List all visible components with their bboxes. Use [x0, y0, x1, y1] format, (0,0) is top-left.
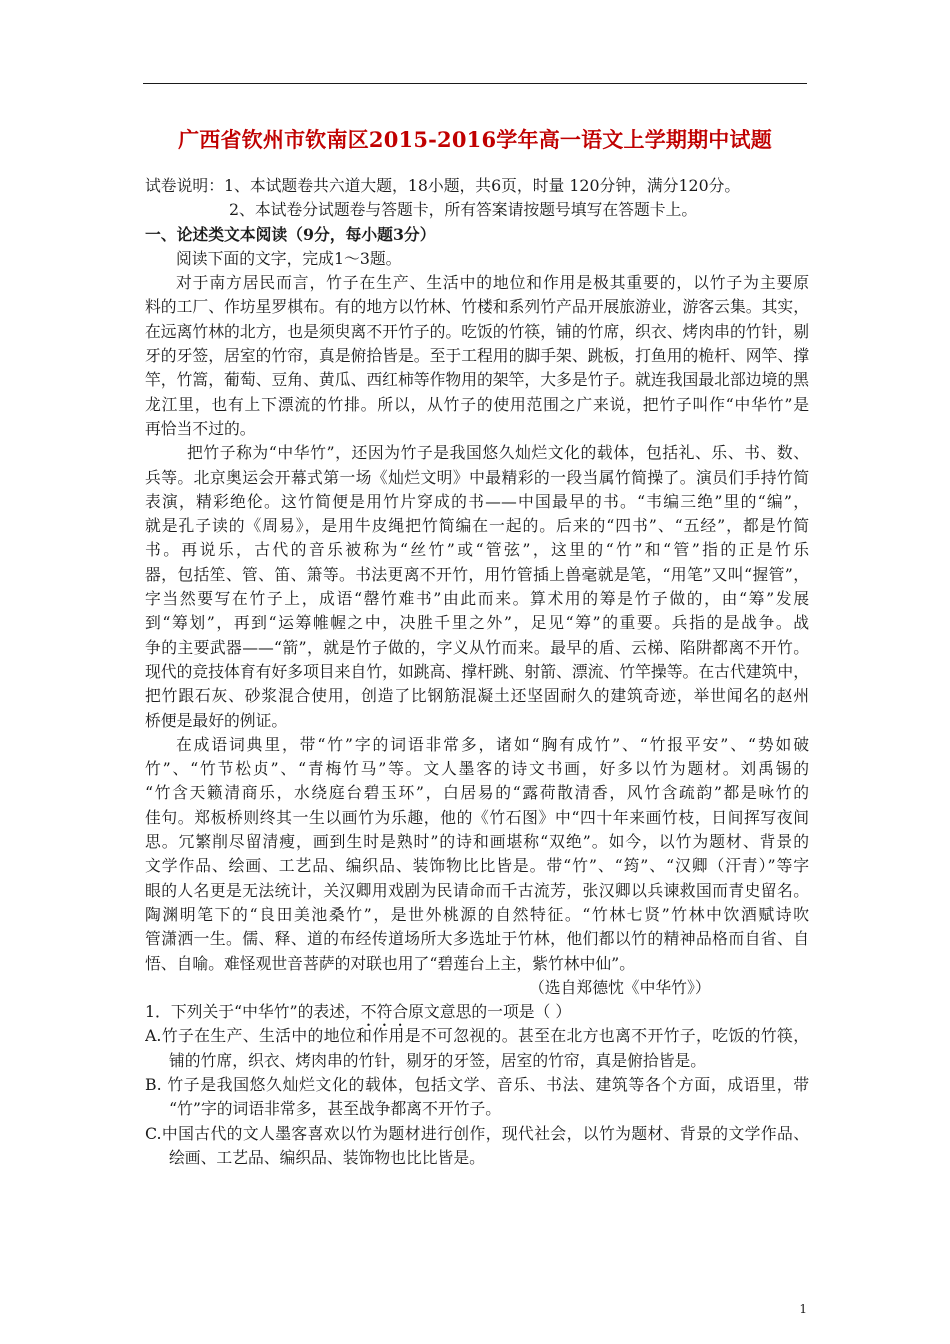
instructions-line-1: 试卷说明：1、本试题卷共六道大题，18小题，共6页，时量 120分钟，满分120分。 [145, 176, 741, 195]
paragraph-line: 字当然要写在竹子上，成语“罄竹难书”由此而来。算术用的筹是竹子做的，由“筹”发展 [145, 589, 809, 609]
paragraph-line: 把竹子称为“中华竹”，还因为竹子是我国悠久灿烂文化的载体，包括礼、乐、书、数、 [187, 443, 809, 463]
section-heading: 一、论述类文本阅读（9分，每小题3分） [145, 224, 436, 244]
document-body [145, 174, 809, 1170]
paragraph-line: 就是孔子读的《周易》，是用牛皮绳把竹简编在一起的。后来的“四书”、“五经”，都是竹简 [145, 516, 809, 536]
paragraph-line: 佳句。郑板桥则终其一生以画竹为乐趣，他的《竹石图》中“四十年来画竹枝，日间挥写夜间 [145, 807, 809, 827]
document-title: 广西省钦州市钦南区2015-2016学年高一语文上学期期中试题 [178, 127, 772, 152]
paragraph-line: 龙江里，也有上下漂流的竹排。所以，从竹子的使用范围之广来说，把竹子叫作“中华竹”是 [145, 394, 809, 414]
page-number: 1 [799, 1302, 807, 1316]
paragraph-line: 把竹跟石灰、砂浆混合使用，创造了比钢筋混凝土还坚固耐久的建筑奇迹，举世闻名的赵州 [145, 686, 809, 706]
option-a: A.竹子在生产、生活中的地位和作用是不可忽视的。甚至在北方也离不开竹子，吃饭的竹筷， [145, 1026, 809, 1046]
question-stem-before: 1．下列关于“中华竹”的表述， [145, 1002, 361, 1022]
question-stem-emphasis: 不符合 [360, 1002, 409, 1022]
paragraph-line: 到“筹划”，再到“运筹帷幄之中，决胜千里之外”，足见“筹”的重要。兵指的是战争。战 [145, 613, 809, 633]
paragraph-line: 兵等。北京奥运会开幕式第一场《灿烂文明》中最精彩的一段当属竹简操了。演员们手持竹简 [145, 467, 809, 487]
paragraph-line: 现代的竞技体育有好多项目来自竹，如跳高、撑杆跳、射箭、漂流、竹竿操等。在古代建筑中， [145, 661, 809, 681]
paragraph-line: 文学作品、绘画、工艺品、编织品、装饰物比比皆是。带“竹”、“筠”、“汉卿（汗青）”等字 [145, 856, 809, 876]
paragraph-line: 表演，精彩绝伦。这竹简便是用竹片穿成的书——中国最早的书。“韦编三绝”里的“编”， [145, 491, 809, 511]
paragraph-line: “竹含天籁清商乐，水绕庭台碧玉环”，白居易的“露荷散清香，风竹含疏韵”都是咏竹的 [145, 783, 809, 803]
paragraph-line: 在成语词典里，带“竹”字的词语非常多，诸如“胸有成竹”、“竹报平安”、“势如破 [176, 734, 809, 754]
paragraph-line: 竿，竹篙，葡萄、豆角、黄瓜、西红柿等作物用的架竿，大多是竹子。就连我国最北部边境的黑 [145, 370, 809, 390]
paragraph-line: 陶渊明笔下的“良田美池桑竹”，是世外桃源的自然特征。“竹林七贤”竹林中饮酒赋诗吹 [145, 904, 809, 924]
paragraph-line: 对于南方居民而言，竹子在生产、生活中的地位和作用是极其重要的，以竹子为主要原 [176, 273, 809, 293]
paragraph-2 [145, 441, 809, 733]
paragraph-line: 竹”、“竹节松贞”、“青梅竹马”等。文人墨客的诗文书画，好多以竹为题材。刘禹锡的 [145, 759, 809, 779]
paragraph-line: 悟、自喻。难怪观世音菩萨的对联也用了“碧莲台上主，紫竹林中仙”。 [145, 953, 636, 973]
option-b-continued: “竹”字的词语非常多，甚至战争都离不开竹子。 [169, 1099, 502, 1119]
reading-intro: 阅读下面的文字，完成1～3题。 [176, 248, 402, 268]
option-b: B. 竹子是我国悠久灿烂文化的载体，包括文学、音乐、书法、建筑等各个方面，成语里，带 [145, 1074, 809, 1094]
paragraph-line: 桥便是最好的例证。 [145, 710, 288, 730]
source-citation: （选自郑德忱《中华竹》） [529, 977, 711, 997]
question-stem [145, 1000, 809, 1024]
question-1 [145, 1000, 809, 1170]
instructions-line-2: 2、本试卷分试题卷与答题卡，所有答案请按题号填写在答题卡上。 [229, 200, 698, 220]
paragraph-line: 再恰当不过的。 [145, 418, 256, 438]
paragraph-1 [145, 271, 809, 441]
option-c-continued: 绘画、工艺品、编织品、装饰物也比比皆是。 [169, 1147, 485, 1167]
paragraph-line: 器，包括笙、管、笛、箫等。书法更离不开竹，用竹管插上兽毫就是笔，“用笔”又叫“握管”， [145, 564, 809, 584]
option-c: C.中国古代的文人墨客喜欢以竹为题材进行创作，现代社会，以竹为题材、背景的文学作品、 [145, 1123, 809, 1143]
paragraph-line: 眼的人名更是无法统计，关汉卿用戏剧为民请命而千古流芳，张汉卿以兵谏救国而青史留名。 [145, 880, 809, 900]
paragraph-3 [145, 733, 809, 976]
option-a-continued: 铺的竹席，织衣、烤肉串的竹针，剔牙的牙签，居室的竹帘，真是俯拾皆是。 [169, 1050, 707, 1070]
paragraph-line: 在远离竹林的北方，也是须臾离不开竹子的。吃饭的竹筷，铺的竹席，织衣、烤肉串的竹针，剔 [145, 321, 809, 341]
header-rule [143, 83, 807, 84]
paragraph-line: 牙的牙签，居室的竹帘，真是俯拾皆是。至于工程用的脚手架、跳板，打鱼用的桅杆、网竿、撑 [145, 346, 809, 366]
paragraph-line: 争的主要武器——“箭”，就是竹子做的，字义从竹而来。最早的盾、云梯、陷阱都离不开竹。 [145, 637, 809, 657]
paragraph-line: 书。再说乐，古代的音乐被称为“丝竹”或“管弦”，这里的“竹”和“管”指的正是竹乐 [145, 540, 809, 560]
paragraph-line: 料的工厂、作坊星罗棋布。有的地方以竹林、竹楼和系列竹产品开展旅游业，游客云集。其实， [145, 297, 809, 317]
paragraph-line: 思。冗繁削尽留清瘦，画到生时是熟时”的诗和画堪称“双绝”。如今，以竹为题材、背景的 [145, 832, 809, 852]
question-stem-after: 原文意思的一项是（ ） [408, 1002, 572, 1022]
paragraph-line: 管潇洒一生。儒、释、道的布经传道场所大多选址于竹林，他们都以竹的精神品格而自省、自 [145, 929, 809, 949]
